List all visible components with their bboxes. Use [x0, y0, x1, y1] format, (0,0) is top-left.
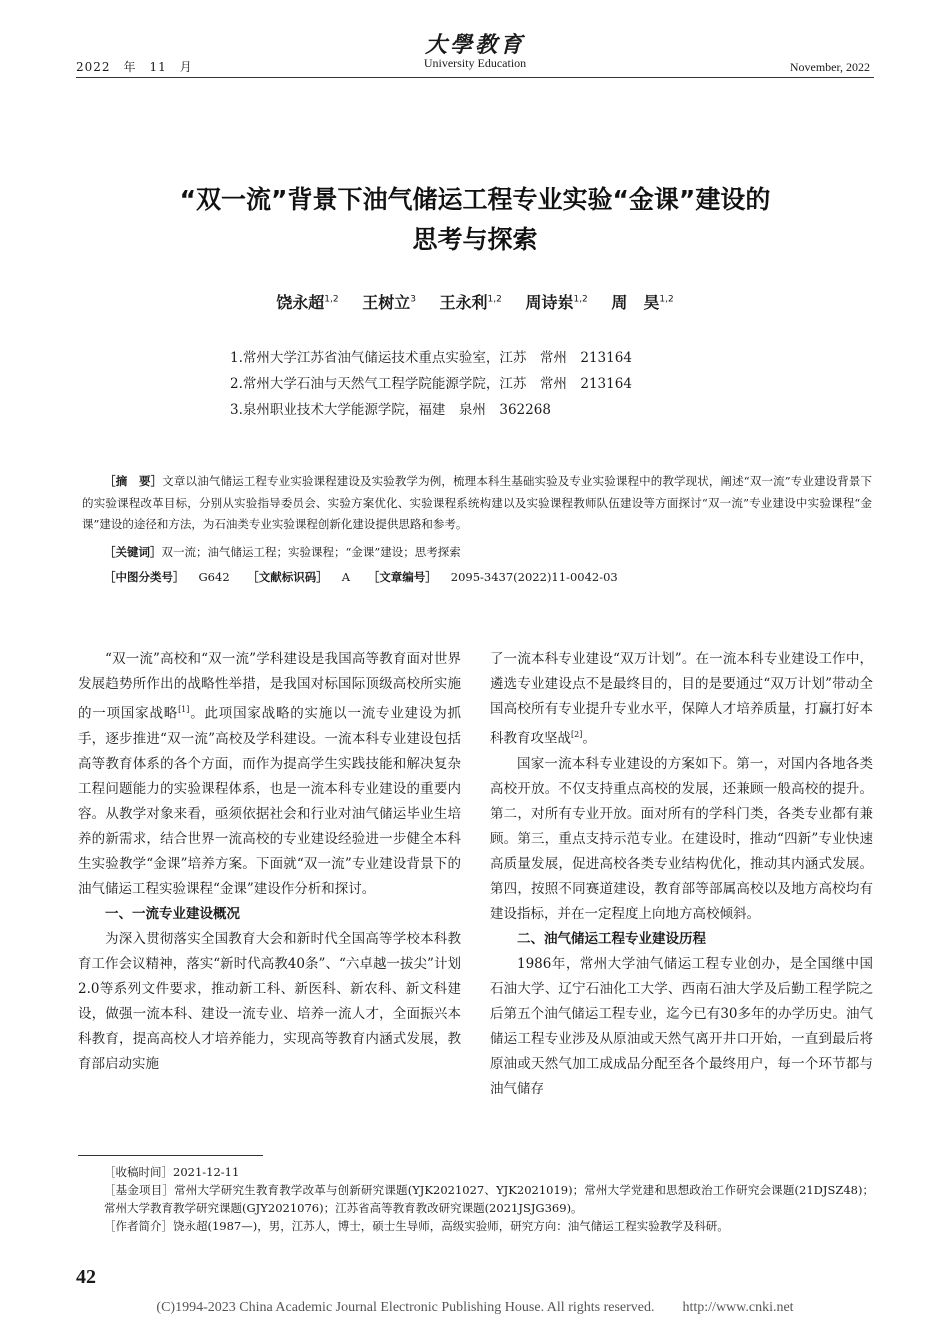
author: 周 昊$^{1,2}$ — [611, 293, 674, 312]
author: 周诗岽$^{1,2}$ — [525, 293, 588, 312]
abstract-text: 文章以油气储运工程专业实验课程建设及实验教学为例，梳理本科生基础实验及专业实验课程中的教学现状，阐述“双一流”专业建设背景下的实验课程改革目标，分别从实验指导委员会、实验方案优化、实验课程系统构建以及实验课程教师队伍建设等方面探讨“双一流”专业建设中实验课程“金课”建设的途径和方法，为石油类专业实验课程创新化建设提供思路和参考。 — [82, 474, 873, 531]
paragraph: 1986年，常州大学油气储运工程专业创办，是全国继中国石油大学、辽宁石油化工大学、西南石油大学及后勤工程学院之后第五个油气储运工程专业，迄今已有30多年的办学历史。油气储运工程专业涉及从原油或天然气离开井口开始，一直到最后将原油或天然气加工成成品分配至各个最终用户，每一个环节都与油气储存 — [490, 955, 873, 1097]
doc-code-label: ［文献标识码］ — [247, 570, 328, 584]
affiliations — [230, 345, 632, 423]
author-bio: ［作者简介］饶永超(1987—)，男，江苏人，博士，硕士生导师，高级实验师，研究方向：油气储运工程实验教学及科研。 — [104, 1219, 729, 1233]
header-date-cn: 2022 年 11 月 — [76, 60, 193, 74]
clc-label: ［中图分类号］ — [104, 570, 185, 584]
clc-value: G642 — [198, 570, 230, 584]
page-number: 42 — [76, 1266, 96, 1288]
section-heading-1: 一、一流专业建设概况 — [105, 905, 240, 922]
affiliation-3: 3.泉州职业技术大学能源学院，福建 泉州 362268 — [230, 402, 551, 418]
affiliation-1: 1.常州大学江苏省油气储运技术重点实验室，江苏 常州 213164 — [230, 350, 632, 366]
author: 王树立$^3$ — [362, 293, 416, 312]
citation: [2] — [571, 730, 583, 739]
received-date: ［收稿时间］2021-12-11 — [104, 1165, 240, 1179]
article-no-value: 2095-3437(2022)11-0042-03 — [450, 570, 618, 584]
footnote-divider — [78, 1155, 263, 1156]
abstract — [82, 471, 872, 536]
keywords — [104, 544, 461, 560]
journal-logo: 大學教育 — [424, 32, 525, 58]
author: 王永利$^{1,2}$ — [439, 293, 502, 312]
paragraph: 为深入贯彻落实全国教育大会和新时代全国高等学校本科教育工作会议精神，落实“新时代高教40条”、“六卓越一拔尖”计划2.0等系列文件要求，推动新工科、新医科、新农科、新文科建设，做强一流本科、建设一流专业、培养一流人才，全面振兴本科教育，提高高校人才培养能力，实现高等教育内涵式发展，教育部启动实施 — [78, 930, 461, 1072]
title-line-1: “双一流”背景下油气储运工程专业实验“金课”建设的 — [179, 185, 771, 214]
article-no-label: ［文章编号］ — [367, 570, 437, 584]
copyright-notice: (C)1994-2023 China Academic Journal Electronic Publishing House. All rights reserved. http://www.cnki.net — [156, 1300, 794, 1315]
journal-name-en: University Education — [423, 56, 527, 70]
footnotes — [104, 1163, 874, 1235]
author: 饶永超$^{1,2}$ — [276, 293, 339, 312]
doc-code-value: A — [341, 570, 351, 584]
article-title — [80, 180, 870, 260]
keywords-text: 双一流；油气储运工程；实验课程；“金课”建设；思考探索 — [161, 545, 461, 559]
section-heading-2: 二、油气储运工程专业建设历程 — [517, 930, 706, 947]
fund-info: ［基金项目］常州大学研究生教育教学改革与创新研究课题(YJK2021027、YJK2021019)；常州大学党建和思想政治工作研究会课题(21DJSZ48)；常州大学教育教学研究课题(GJY2021076)；江苏省高等教育教改研究课题(2021JSJG369)。 — [104, 1183, 874, 1215]
body-column-left — [78, 647, 461, 1077]
header-divider — [76, 77, 874, 78]
classification — [104, 569, 618, 585]
title-line-2: 思考与探索 — [412, 225, 538, 254]
body-column-right — [490, 647, 873, 1102]
citation: [1] — [178, 705, 190, 714]
header-date-en: November, 2022 — [789, 60, 870, 74]
affiliation-2: 2.常州大学石油与天然气工程学院能源学院，江苏 常州 213164 — [230, 376, 632, 392]
paragraph: 了一流本科专业建设“双万计划”。在一流本科专业建设工作中，遴选专业建设点不是最终目的，目的是要通过“双万计划”带动全国高校所有专业提升专业水平，保障人才培养质量，打赢打好本科教育攻坚战[2]。 — [490, 651, 873, 747]
author-list — [80, 290, 870, 313]
keywords-label: ［关键词］ — [104, 545, 162, 559]
paragraph: 国家一流本科专业建设的方案如下。第一，对国内各地各类高校开放。不仅支持重点高校的发展，还兼顾一般高校的提升。第二，对所有专业开放。面对所有的学科门类，各类专业都有兼顾。第三，重点支持示范专业。在建设时，推动“四新”专业快速高质量发展，促进高校各类专业结构优化，推动其内涵式发展。第四，按照不同赛道建设，教育部等部属高校以及地方高校均有建设指标，并在一定程度上向地方高校倾斜。 — [490, 755, 873, 922]
abstract-label: ［摘 要］ — [104, 474, 163, 488]
paragraph: “双一流”高校和“双一流”学科建设是我国高等教育面对世界发展趋势所作出的战略性举措，是我国对标国际顶级高校所实施的一项国家战略[1]。此项国家战略的实施以一流专业建设为抓手，逐步推进“双一流”高校及学科建设。一流本科专业建设包括高等教育体系的各个方面，而作为提高学生实践技能和解决复杂工程问题能力的实验课程体系，也是一流本科专业建设的重要内容。从教学对象来看，亟须依据社会和行业对油气储运毕业生培养的新需求，结合世界一流高校的专业建设经验进一步健全本科生实验教学“金课”培养方案。下面就“双一流”专业建设背景下的油气储运工程实验课程“金课”建设作分析和探讨。 — [78, 651, 462, 897]
